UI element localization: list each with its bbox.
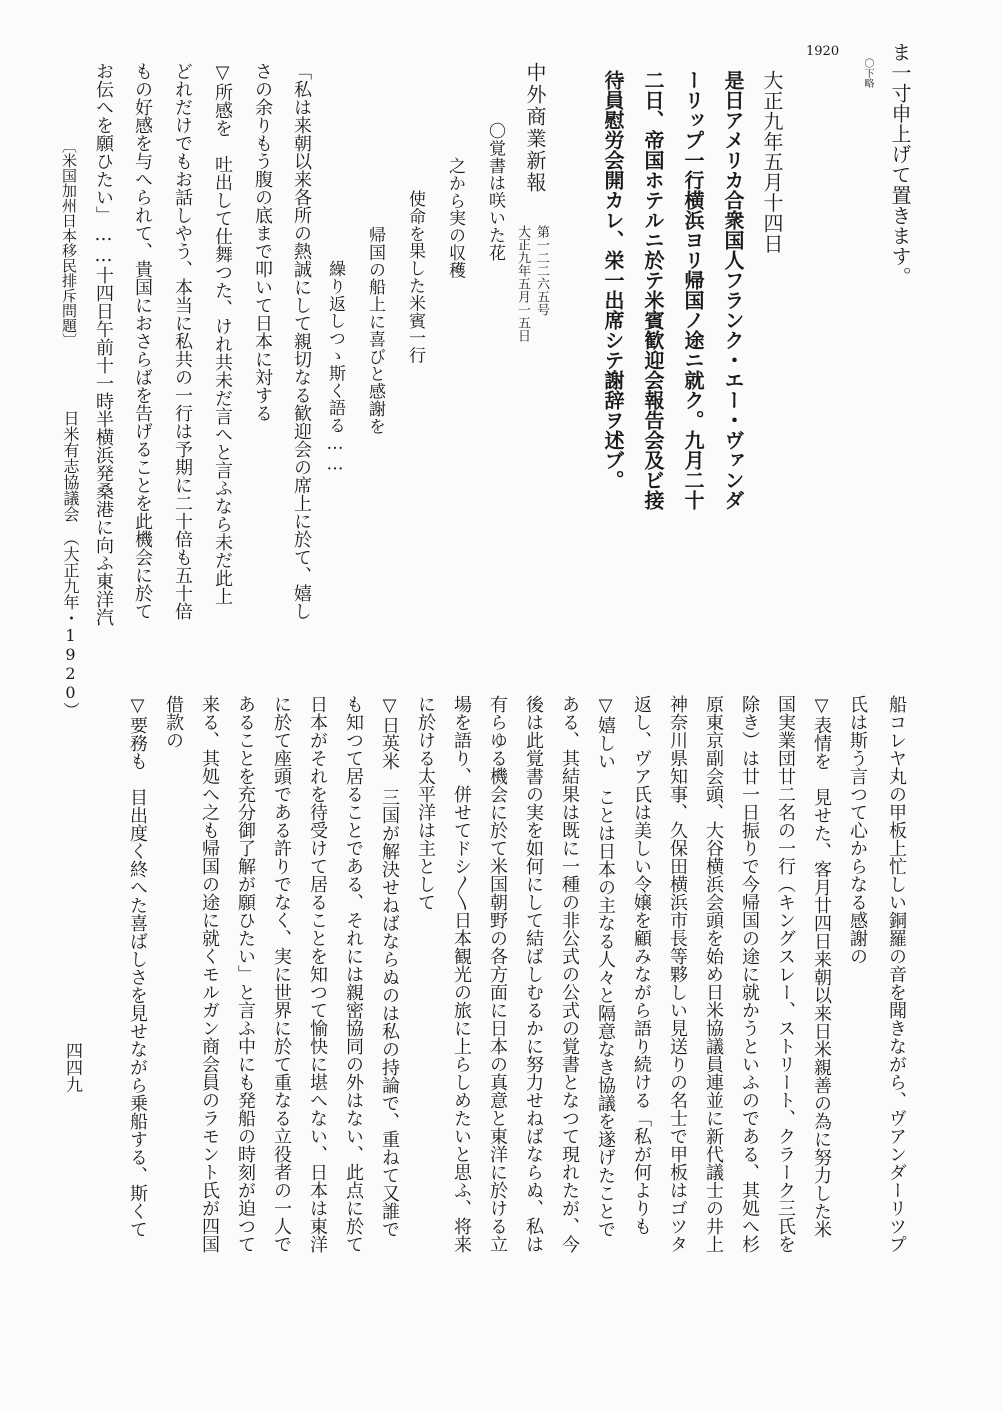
top-body-line-5: もの好感を与へられて、貴国におさらばを告げることを此機会に於て xyxy=(132,62,153,620)
bottom-body-line-20: 来る、其処へ之も帰国の途に就くモルガン商会員のラモント氏が四国 xyxy=(199,695,220,1253)
entry-line-2: ーリップ一行横浜ヨリ帰国ノ途ニ就ク。九月二十 xyxy=(681,70,705,510)
bottom-body-line-17: 日本がそれを待受けて居ることを知つて愉快に堪へない、日本は東洋 xyxy=(307,695,328,1253)
entry-line-3: 二日、帝国ホテルニ於テ米賓歓迎会報告会及ビ接 xyxy=(641,70,665,510)
page-number: 四四九 xyxy=(62,1042,82,1093)
bottom-body-line-1: 船コレヤ丸の甲板上忙しい銅羅の音を聞きながら、ヴアンダーリツプ xyxy=(886,695,907,1253)
bottom-body-line-21: 借款の xyxy=(163,695,184,749)
top-body-line-2: さの余りもう腹の底まで叩いて日本に対する xyxy=(252,62,273,422)
omission-note: 〇下略 xyxy=(862,58,873,88)
bottom-body-line-5: 除き）は廿一日振りで今帰国の途に就かうといふのである、其処へ杉 xyxy=(739,695,760,1253)
intro-line: ま一寸申上げて置きます。 xyxy=(888,42,912,287)
top-body-line-6: お伝へを願ひたい」……十四日午前十一時半横浜発桑港に向ふ東洋汽 xyxy=(93,62,114,626)
bottom-body-line-18: に於て座頭である許りでなく、実に世界に於て重なる立役者の一人で xyxy=(271,695,292,1253)
issue-number: 第一二二六五号 xyxy=(533,225,549,316)
bottom-body-line-6: 原東京副会頭、大谷横浜会頭を始め日米協議員連並に新代議士の井上 xyxy=(703,695,724,1253)
bottom-body-line-14: に於ける太平洋は主として xyxy=(415,695,436,911)
entry-line-1: 是日アメリカ合衆国人フランク・エー・ヴァンダ xyxy=(721,70,745,510)
headline-1: 〇覚書は咲いた花 xyxy=(485,122,505,262)
headline-2: 之から実の収穫 xyxy=(445,157,465,279)
bottom-body-line-15: ▽日英米 三国が解決せねばならぬのは私の持論で、重ねて又誰で xyxy=(379,695,400,1238)
footer-right: 日米有志協議会 （大正九年・1920） xyxy=(61,410,80,718)
bottom-body-line-13: 場を語り、併せてドシ〳〵日本観光の旅に上らしめたいと思ふ、将来 xyxy=(451,695,472,1253)
headline-5: 繰り返しつゝ斯く語る…… xyxy=(325,260,345,475)
headline-3: 使命を果した米賓一行 xyxy=(405,190,425,364)
entry-line-4: 待員慰労会開カレ、栄一出席シテ謝辞ヲ述ブ。 xyxy=(601,70,625,490)
bottom-body-line-12: 有らゆる機会に於て米国朝野の各方面に日本の真意と東洋に於ける立 xyxy=(487,695,508,1253)
bottom-body-line-9: ▽嬉しい ことは日本の主なる人々と隔意なき協議を遂げたことで xyxy=(595,695,616,1238)
issue-date: 大正九年五月一五日 xyxy=(514,225,530,342)
bottom-body-line-4: 国実業団廿二名の一行（キングスレー、ストリート、クラーク三氏を xyxy=(775,695,796,1253)
headline-4: 帰国の船上に喜びと感謝を xyxy=(365,226,385,435)
top-body-line-1: 「私は来朝以来各所の熱誠にして親切なる歓迎会の席上に於て、嬉し xyxy=(291,62,312,620)
top-body-line-4: どれだけでもお話しやう、本当に私共の一行は予期に二十倍も五十倍 xyxy=(172,62,193,620)
bottom-body-line-7: 神奈川県知事、久保田横浜市長等夥しい見送りの名士で甲板はゴツタ xyxy=(667,695,688,1253)
bottom-body-line-11: 後は此覚書の実を如何にして結ばしむるかに努力せねばならぬ、私は xyxy=(523,695,544,1253)
bottom-body-line-16: も知つて居ることである、それには親密協同の外はない、此点に於て xyxy=(343,695,364,1253)
bottom-body-line-19: あることを充分御了解が願ひたい」と言ふ中にも発船の時刻が迫つて xyxy=(235,695,256,1253)
bottom-body-line-10: ある、其結果は既に一種の非公式の公式の覚書となつて現れたが、今 xyxy=(559,695,580,1253)
entry-date: 大正九年五月十四日 xyxy=(760,70,784,254)
bottom-body-line-22: ▽要務も 目出度く終へた喜ばしさを見せながら乗船する、斯くて xyxy=(127,695,148,1238)
bottom-body-line-2: 氏は斯う言つて心からなる感謝の xyxy=(847,695,868,965)
newspaper-title: 中外商業新報 xyxy=(523,62,547,194)
year-label: 1920 xyxy=(806,44,840,59)
footer-left: 〔米国加州日本移民排斥問題〕 xyxy=(60,138,78,348)
bottom-body-line-3: ▽表情を 見せた、客月廿四日来朝以来日米親善の為に努力した米 xyxy=(811,695,832,1238)
top-body-line-3: ▽所感を 吐出して仕舞つた、けれ共未だ言へと言ふなら未だ此上 xyxy=(212,62,233,605)
bottom-body-line-8: 返し、ヴア氏は美しい令嬢を顧みながら語り続ける「私が何よりも xyxy=(631,695,652,1235)
